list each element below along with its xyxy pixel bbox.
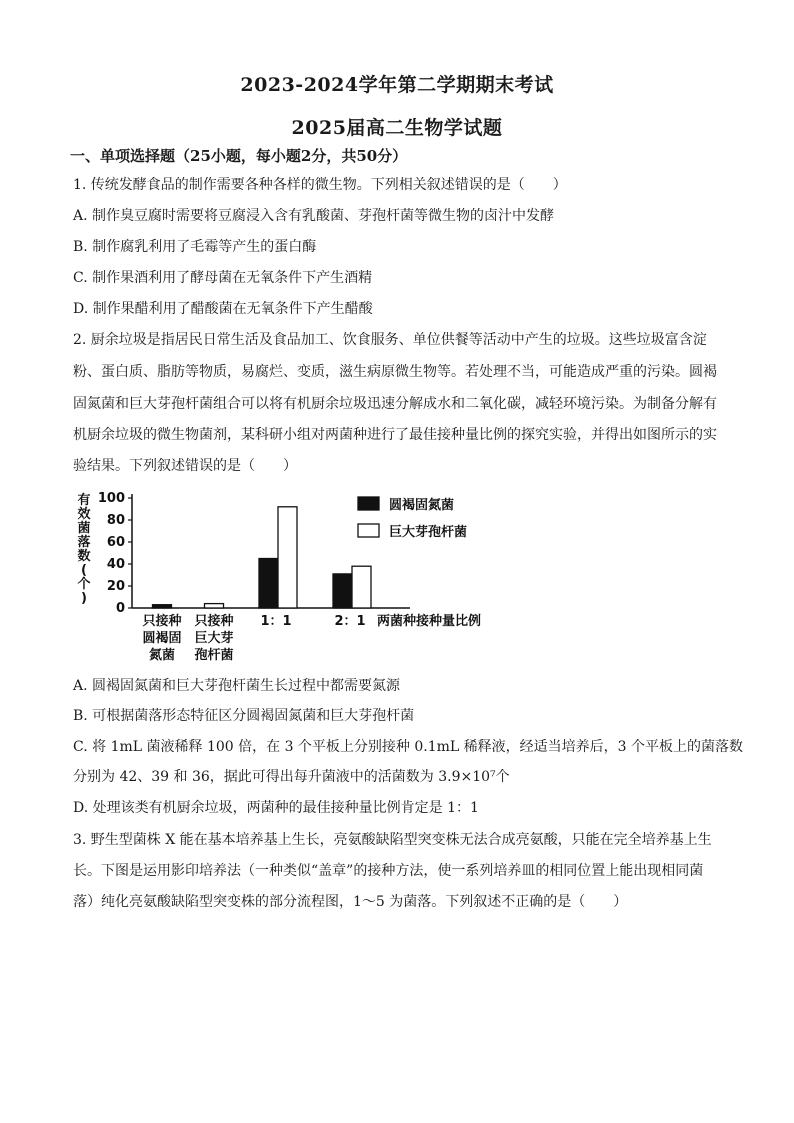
exam-title: 2023-2024学年第二学期期末考试 (240, 74, 554, 96)
y-axis-label-char: 落 (77, 535, 91, 550)
x-category-label: 孢杆菌 (194, 648, 234, 663)
q2-option-b: B. 可根据菌落形态特征区分圆褐固氮菌和巨大芽孢杆菌 (73, 708, 415, 724)
q2-stem-line: 验结果。下列叙述错误的是（ ） (73, 458, 297, 474)
y-axis-label-char: ) (81, 591, 87, 606)
x-category-label: 巨大芽 (194, 631, 234, 646)
y-axis-label-char: ( (81, 563, 87, 578)
legend-swatch (358, 497, 379, 510)
y-axis-label-char: 菌 (77, 521, 91, 536)
bar-nitrogen-fixer (333, 574, 352, 608)
x-category-label: 圆褐固 (142, 631, 182, 646)
exam-subtitle: 2025届高二生物学试题 (291, 117, 503, 139)
q3-stem-line: 3. 野生型菌株 X 能在基本培养基上生长，亮氨酸缺陷型突变株无法合成亮氨酸，只能在完全培养基上生 (73, 832, 712, 848)
section-heading: 一、单项选择题（25小题，每小题2分，共50分） (70, 147, 408, 165)
x-category-label: 氮菌 (148, 648, 176, 663)
q1-option-d: D. 制作果醋利用了醋酸菌在无氧条件下产生醋酸 (73, 301, 373, 317)
q1-stem: 1. 传统发酵食品的制作需要各种各样的微生物。下列相关叙述错误的是（ ） (73, 177, 567, 193)
q1-option-a: A. 制作臭豆腐时需要将豆腐浸入含有乳酸菌、芽孢杆菌等微生物的卤汁中发酵 (73, 208, 555, 224)
bar-bacillus (205, 604, 224, 608)
legend-swatch (358, 524, 379, 537)
q2-option-c-cont: 分别为 42、39 和 36，据此可得出每升菌液中的活菌数为 3.9×10⁷个 (73, 769, 510, 785)
chart-svg (70, 482, 540, 672)
bacteria-bar-chart (70, 482, 540, 672)
y-tick-label: 40 (106, 557, 125, 572)
y-tick-label: 100 (97, 491, 125, 506)
q1-option-c: C. 制作果酒利用了酵母菌在无氧条件下产生酒精 (73, 270, 373, 286)
y-tick-label: 0 (115, 601, 125, 616)
q3-stem-line: 落）纯化亮氨酸缺陷型突变株的部分流程图，1～5 为菌落。下列叙述不正确的是（ ） (73, 894, 628, 910)
q2-option-a: A. 圆褐固氮菌和巨大芽孢杆菌生长过程中都需要氮源 (73, 678, 401, 694)
q2-option-c: C. 将 1mL 菌液稀释 100 倍，在 3 个平板上分别接种 0.1mL 稀释液，经适当培养后，3 个平板上的菌落数 (73, 739, 744, 755)
y-axis-label-char: 效 (77, 507, 91, 522)
q2-stem-line: 2. 厨余垃圾是指居民日常生活及食品加工、饮食服务、单位供餐等活动中产生的垃圾。这些垃圾富含淀 (73, 332, 707, 348)
legend-label: 巨大芽孢杆菌 (389, 525, 468, 540)
q2-stem-line: 粉、蛋白质、脂肪等物质，易腐烂、变质，滋生病原微生物等。若处理不当，可能造成严重的污染。圆褐 (73, 364, 717, 380)
x-axis-label: 两菌种接种量比例 (377, 614, 482, 629)
q3-stem-line: 长。下图是运用影印培养法（一种类似“盖章”的接种方法，使一系列培养皿的相同位置上能出现相同菌 (73, 863, 704, 879)
y-axis-label-char: 个 (77, 577, 91, 592)
legend-label: 圆褐固氮菌 (389, 498, 455, 513)
bar-bacillus (278, 507, 297, 608)
q1-option-b: B. 制作腐乳利用了毛霉等产生的蛋白酶 (73, 239, 317, 255)
bar-nitrogen-fixer (259, 559, 278, 609)
x-category-label: 1：1 (260, 614, 292, 629)
bar-bacillus (352, 566, 371, 608)
q2-stem-line: 机厨余垃圾的微生物菌剂，某科研小组对两菌种进行了最佳接种量比例的探究实验，并得出如图所示的实 (73, 427, 717, 443)
y-tick-label: 80 (106, 513, 125, 528)
x-category-label: 只接种 (194, 614, 234, 629)
y-axis-label-char: 数 (77, 549, 91, 564)
y-axis-label-char: 有 (77, 493, 91, 508)
x-category-label: 只接种 (142, 614, 182, 629)
q2-stem-line: 固氮菌和巨大芽孢杆菌组合可以将有机厨余垃圾迅速分解成水和二氧化碳，减轻环境污染。为制备分解有 (73, 396, 717, 412)
bar-nitrogen-fixer (153, 605, 172, 608)
x-category-label: 2：1 (334, 614, 366, 629)
y-tick-label: 20 (106, 579, 125, 594)
y-tick-label: 60 (106, 535, 125, 550)
q2-option-d: D. 处理该类有机厨余垃圾，两菌种的最佳接种量比例肯定是 1：1 (73, 800, 479, 816)
